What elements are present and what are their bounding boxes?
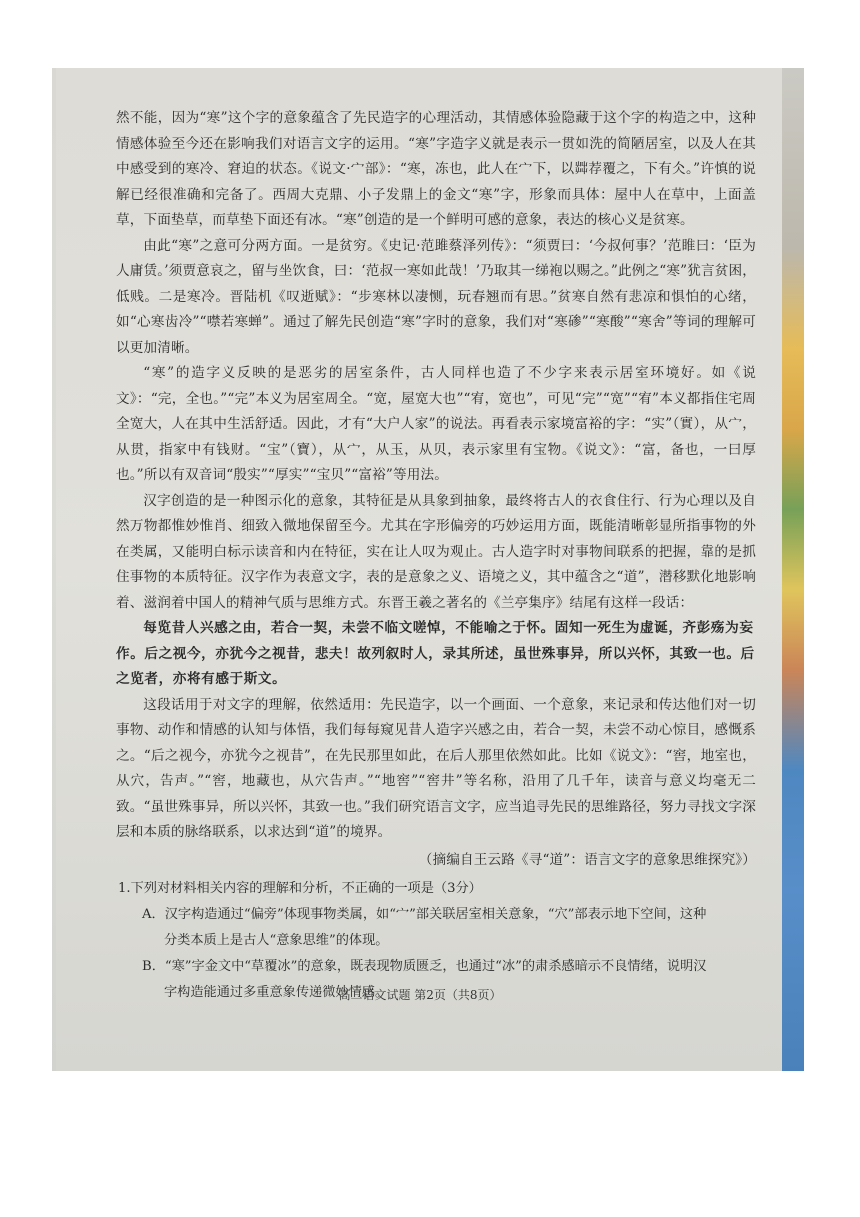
page-footer: 高二语文试题 第2页（共8页） [338,988,502,1002]
lantingji-quote: 每览昔人兴感之由，若合一契，未尝不临文嗟悼，不能喻之于怀。固知一死生为虚诞，齐彭殇为妄作。后之视今，亦犹今之视昔，悲夫！故列叙时人，录其所述，虽世殊事异，所以兴怀，其致一也。后之览者，亦将有感于斯文。 [116,620,755,687]
passage-source: （摘编自王云路《寻“道”：语言文字的意象思维探究》） [418,851,756,868]
option-a-continued: 分类本质上是古人“意象思维”的体现。 [164,933,389,948]
passage-paragraph-1: 然不能，因为“寒”这个字的意象蕴含了先民造字的心理活动，其情感体验隐藏于这个字的构造之中，这种情感体验至今还在影响我们对语言文字的运用。“寒”字造字义就是表示一贯如洗的简陋居室，以及人在其中感受到的寒冷、窘迫的状态。《说文·宀部》：“寒，冻也，此人在宀下，以茻荐覆之，下有仌。”许慎的说解已经很准确和完备了。西周大克鼎、小子发鼎上的金文“寒”字，形象而具体：屋中人在草中，上面盖草，下面垫草，而草垫下面还有冰。“寒”创造的是一个鲜明可感的意象，表达的核心义是贫寒。 [116,110,756,228]
question-1-title: 1.下列对材料相关内容的理解和分析，不正确的一项是（3分） [118,881,482,896]
table-edge-background [782,68,804,1071]
option-a: A．汉字构造通过“偏旁”体现事物类属，如“宀”部关联居室相关意象，“穴”部表示地下空间，这种 [142,907,707,922]
passage-paragraph-2: 由此“寒”之意可分两方面。一是贫穷。《史记·范雎蔡泽列传》：“须贾曰：‘今叔何事？’范睢曰：‘臣为人庸赁。’须贾意哀之，留与坐饮食，曰：‘范叔一寒如此哉！’乃取其一绨袍以赐之。”此例之“寒”犹言贫困，低贱。二是寒冷。晋陆机《叹逝赋》：“步寒林以凄恻，玩春翘而有思。”贫寒自然有悲凉和惧怕的心绪，如“心寒齿冷”“噤若寒蝉”。通过了解先民创造“寒”字时的意象，我们对“寒碜”“寒酸”“寒舍”等词的理解可以更加清晰。 [116,237,756,356]
option-b: B．“寒”字金文中“草覆冰”的意象，既表现物质匮乏，也通过“冰”的肃杀感暗示不良情绪，说明汉 [142,959,707,974]
option-b-continued: 字构造能通过多重意象传递微妙情感。 [164,985,389,1000]
passage-paragraph-5: 这段话用于对文字的理解，依然适用：先民造字，以一个画面、一个意象，来记录和传达他们对一切事物、动作和情感的认知与体悟，我们每每窥见昔人造字兴感之由，若合一契，未尝不动心惊目，感慨系之。“后之视今，亦犹今之视昔”，在先民那里如此，在后人那里依然如此。比如《说文》：“窖，地室也，从穴，告声。”“窖，地藏也，从穴告声。”“地窖”“窖井”等名称，沿用了几千年，读音与意义均毫无二致。“虽世殊事异，所以兴怀，其致一也。”我们研究语言文字，应当追寻先民的思维路径，努力寻找文字深层和本质的脉络联系，以求达到“道”的境界。 [116,696,756,840]
reading-passage [116,106,756,873]
passage-paragraph-4: 汉字创造的是一种图示化的意象，其特征是从具象到抽象，最终将古人的衣食住行、行为心理以及自然万物都惟妙惟肖、细致入微地保留至今。尤其在字形偏旁的巧妙运用方面，既能清晰彰显所指事物的外在类属，又能明白标示读音和内在特征，实在让人叹为观止。古人造字时对事物间联系的把握，靠的是抓住事物的本质特征。汉字作为表意文字，表的是意象之义、语境之义，其中蕴含之“道”，潜移默化地影响着、滋润着中国人的精神气质与思维方式。东晋王羲之著名的《兰亭集序》结尾有这样一段话： [116,492,756,611]
passage-paragraph-3: “寒”的造字义反映的是恶劣的居室条件，古人同样也造了不少字来表示居室环境好。如《说文》：“完，全也。”“完”本义为居室周全。“宽，屋宽大也”“宥，宽也”，可见“完”“宽”“宥”本义都指住宅周全宽大，人在其中生活舒适。因此，才有“大户人家”的说法。再看表示家境富裕的字：“实”（實），从宀，从贯，指家中有钱财。“宝”（寶），从宀，从玉，从贝，表示家里有宝物。《说文》：“富，备也，一曰厚也。”所以有双音词“殷实”“厚实”“宝贝”“富裕”等用法。 [116,365,756,483]
exam-paper [56,68,784,1071]
exam-page-photo [52,68,804,1071]
